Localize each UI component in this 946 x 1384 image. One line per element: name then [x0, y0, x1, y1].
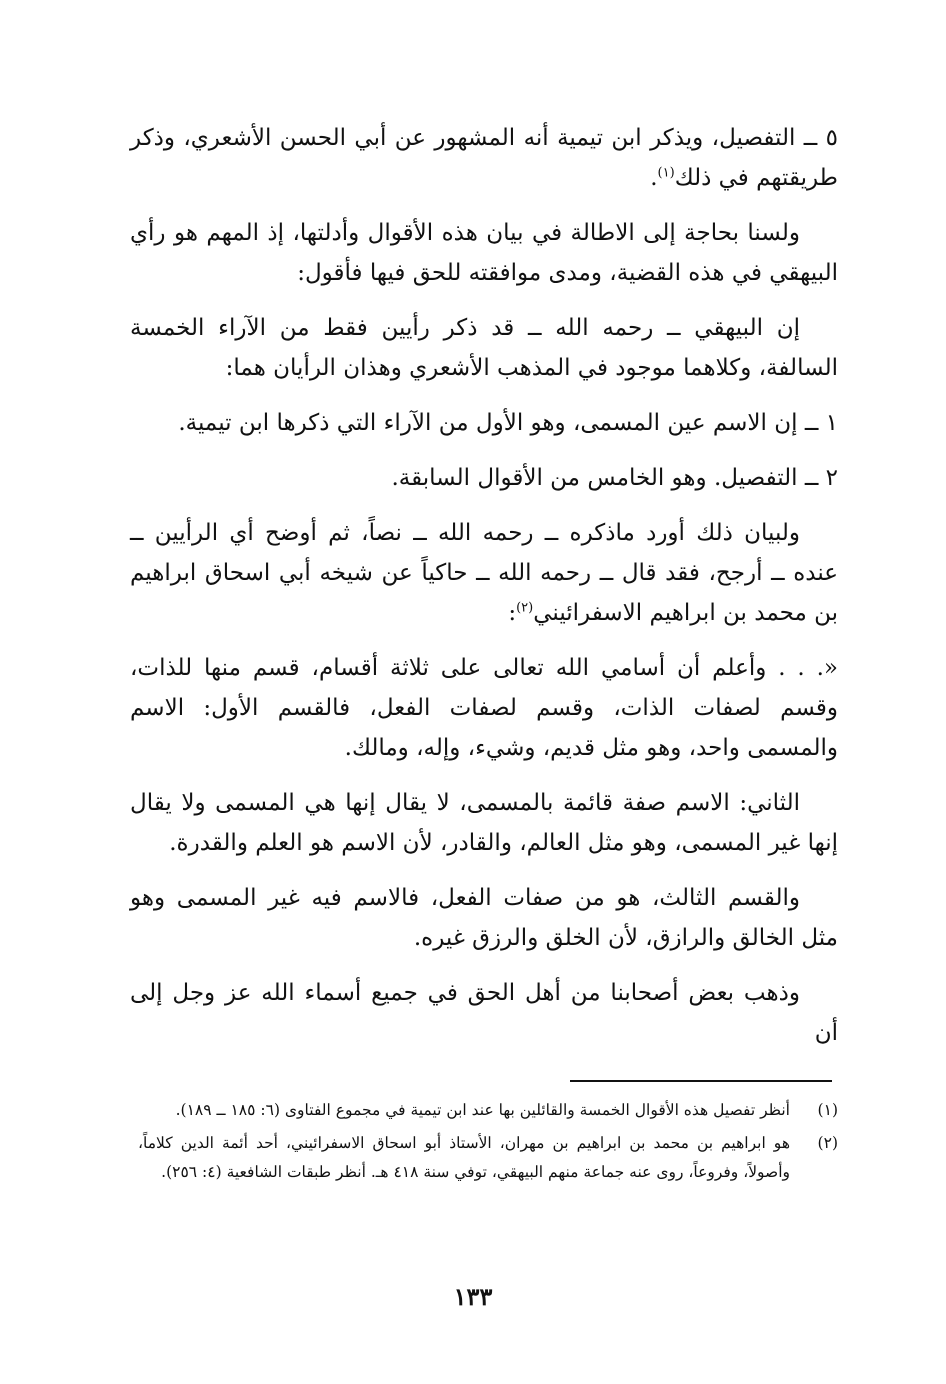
paragraph-bayhaqi-view: إن البيهقي ــ رحمه الله ــ قد ذكر رأيين فقط من الآراء الخمسة السالفة، وكلاهما موجود في المذهب الأشعري وهذان الرأيان هما: — [130, 315, 838, 381]
footnotes-section — [138, 1096, 838, 1191]
paragraph-opinion-5: ٥ ــ التفصيل، ويذكر ابن تيمية أنه المشهور عن أبي الحسن الأشعري، وذكر طريقتهم في ذلك$^{(١)}$. — [130, 125, 838, 191]
paragraph-explanation: ولبيان ذلك أورد ماذكره ــ رحمه الله ــ نصاً، ثم أوضح أي الرأيين ــ عنده ــ أرجح، فقد قال ــ رحمه الله ــ حاكياً عن شيخه أبي اسحاق ابراهيم بن محمد بن ابراهيم الاسفرائيني$^{(٢)}$: — [130, 520, 838, 626]
paragraph-second-section: الثاني: الاسم صفة قائمة بالمسمى، لا يقال إنها هي المسمى ولا يقال إنها غير المسمى، وهو مثل العالم، والقادر، لأن الاسم هو العلم والقدرة. — [130, 790, 838, 856]
main-text — [130, 118, 838, 1068]
footnote-2 — [138, 1129, 838, 1187]
footnote-number: (٢) — [817, 1134, 838, 1152]
footnote-ref-2[interactable]: (٢) — [516, 600, 534, 616]
footnote-text: هو ابراهيم بن محمد بن ابراهيم بن مهران، الأستاذ أبو اسحاق الاسفرائيني، أحد أئمة الدين كلاماً، وأصولاً، وفروعاً، روى عنه جماعة منهم البيهقي، توفي سنة ٤١٨ هـ. أنظر طبقات الشافعية (٤: ٢٥٦). — [138, 1134, 790, 1181]
paragraph-continuation: وذهب بعض أصحابنا من أهل الحق في جميع أسماء الله عز وجل إلى أن — [130, 980, 838, 1046]
footnote-number: (١) — [817, 1101, 838, 1119]
footnote-divider — [570, 1080, 832, 1082]
paragraph-opinion-2: ٢ ــ التفصيل. وهو الخامس من الأقوال السابقة. — [391, 465, 838, 491]
paragraph-opinion-1: ١ ــ إن الاسم عين المسمى، وهو الأول من الآراء التي ذكرها ابن تيمية. — [178, 410, 838, 436]
footnote-1 — [138, 1096, 838, 1125]
paragraph-intro-opinion: ولسنا بحاجة إلى الاطالة في بيان هذه الأقوال وأدلتها، إذ المهم هو رأي البيهقي في هذه القضية، ومدى موافقته للحق فيها فأقول: — [130, 220, 838, 286]
paragraph-quote-first-section: «. . . وأعلم أن أسامي الله تعالى على ثلاثة أقسام، قسم منها للذات، وقسم لصفات الذات، وقسم لصفات الفعل، فالقسم الأول: الاسم والمسمى واحد، وهو مثل قديم، وشيء، وإله، ومالك. — [130, 655, 838, 761]
footnote-text: أنظر تفصيل هذه الأقوال الخمسة والقائلين بها عند ابن تيمية في مجموع الفتاوى (٦: ١٨٥ ــ ١٨٩). — [175, 1101, 790, 1119]
page-number: ١٣٣ — [453, 1282, 493, 1311]
paragraph-third-section: والقسم الثالث، هو من صفات الفعل، فالاسم فيه غير المسمى وهو مثل الخالق والرازق، لأن الخلق والرزق غيره. — [130, 885, 838, 951]
footnote-ref-1[interactable]: (١) — [657, 165, 675, 181]
